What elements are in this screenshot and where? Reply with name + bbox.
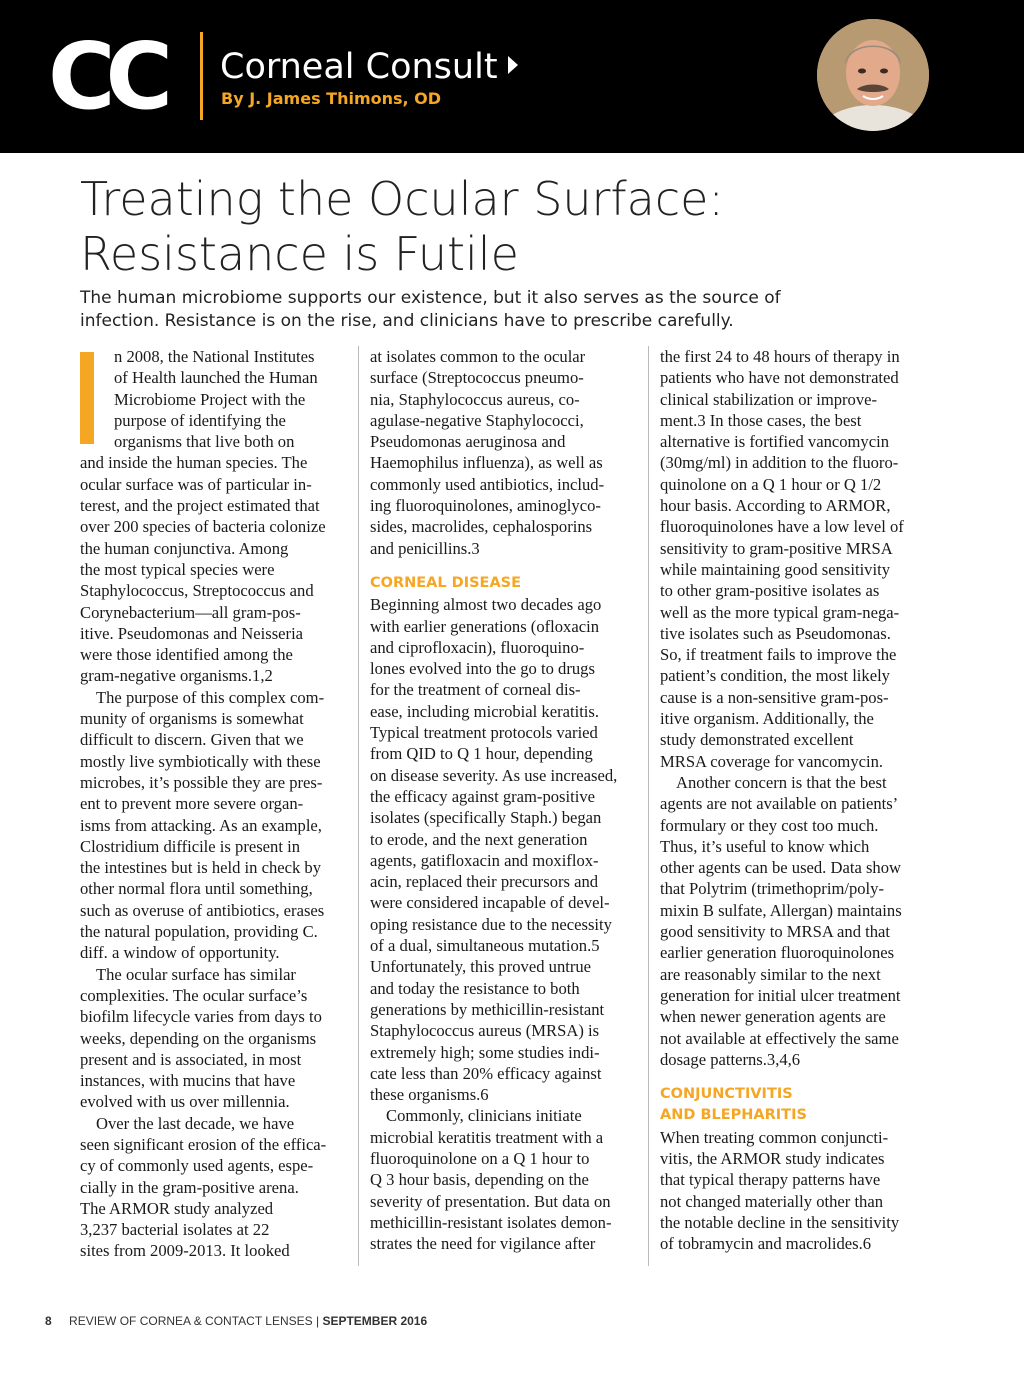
text-line: hour basis. According to ARMOR, bbox=[660, 496, 891, 516]
text-line: and today the resistance to both bbox=[370, 978, 580, 998]
deck-line: infection. Resistance is on the rise, and clinicians have to prescribe carefully. bbox=[80, 311, 734, 331]
text-line: surface (Streptococcus pneumo- bbox=[370, 368, 584, 388]
column-rule bbox=[648, 346, 649, 1266]
text-line: patient’s condition, the most likely bbox=[660, 666, 890, 686]
text-line: severity of presentation. But data on bbox=[370, 1191, 611, 1211]
text-line: vitis, the ARMOR study indicates bbox=[660, 1148, 885, 1168]
text-line: fluoroquinolones have a low level of bbox=[660, 517, 904, 537]
text-line: on disease severity. As use increased, bbox=[370, 765, 618, 785]
article-column-1 bbox=[80, 346, 348, 1262]
text-line: other normal flora until something, bbox=[80, 879, 313, 899]
text-line: of tobramycin and macrolides.6 bbox=[660, 1234, 872, 1254]
text-line: diff. a window of opportunity. bbox=[80, 943, 280, 963]
text-line: the efficacy against gram-positive bbox=[370, 786, 596, 806]
publication-name: REVIEW OF CORNEA & CONTACT LENSES | bbox=[69, 1314, 320, 1328]
text-line: well as the more typical gram-nega- bbox=[660, 602, 900, 622]
text-line: with earlier generations (ofloxacin bbox=[370, 616, 599, 636]
text-line: isolates (specifically Staph.) began bbox=[370, 808, 602, 828]
text-line: mixin B sulfate, Allergan) maintains bbox=[660, 900, 902, 920]
text-line: Staphylococcus, Streptococcus and bbox=[80, 581, 314, 601]
text-line: the natural population, providing C. bbox=[80, 922, 318, 942]
spacer bbox=[370, 559, 638, 573]
text-line: at isolates common to the ocular bbox=[370, 347, 586, 366]
text-line: cate less than 20% efficacy against bbox=[370, 1063, 602, 1083]
text-line: Microbiome Project with the bbox=[114, 389, 306, 409]
text-line: earlier generation fluoroquinolones bbox=[660, 943, 895, 963]
text-line: itive organism. Additionally, the bbox=[660, 709, 874, 729]
text-line: sides, macrolides, cephalosporins bbox=[370, 517, 593, 537]
column-rule bbox=[358, 346, 359, 1266]
text-line: acin, replaced their precursors and bbox=[370, 872, 599, 892]
text-line: other agents can be used. Data show bbox=[660, 858, 901, 878]
text-line: ment.3 In those cases, the best bbox=[660, 410, 862, 430]
text-line: ocular surface was of particular in- bbox=[80, 474, 312, 494]
text-line: The purpose of this complex com- bbox=[96, 687, 325, 707]
text-line: terest, and the project estimated that bbox=[80, 496, 320, 516]
text-line: itive. Pseudomonas and Neisseria bbox=[80, 623, 304, 643]
text-line: ent to prevent more severe organ- bbox=[80, 794, 304, 814]
text-line: over 200 species of bacteria colonize bbox=[80, 517, 326, 537]
text-line: evolved with us over millennia. bbox=[80, 1092, 290, 1112]
text-line: methicillin-resistant isolates demon- bbox=[370, 1212, 612, 1232]
play-arrow-icon bbox=[508, 56, 518, 74]
text-line: agulase-negative Staphylococci, bbox=[370, 410, 584, 430]
text-line: and ciprofloxacin), fluoroquino- bbox=[370, 637, 585, 657]
text-line: present and is associated, in most bbox=[80, 1049, 302, 1069]
text-line: study demonstrated excellent bbox=[660, 730, 854, 750]
spacer bbox=[660, 1070, 930, 1084]
text-line: complexities. The ocular surface’s bbox=[80, 985, 308, 1005]
text-line: to other gram-positive isolates as bbox=[660, 581, 880, 601]
text-line: mostly live symbiotically with these bbox=[80, 751, 321, 771]
deck-line: The human microbiome supports our existence, but it also serves as the source of bbox=[80, 288, 781, 308]
text-line: nia, Staphylococcus aureus, co- bbox=[370, 389, 580, 409]
text-line: Clostridium difficile is present in bbox=[80, 836, 300, 856]
text-line: (30mg/ml) in addition to the fluoro- bbox=[660, 453, 899, 473]
text-line: the most typical species were bbox=[80, 559, 275, 579]
text-line: formulary or they cost too much. bbox=[660, 815, 879, 835]
text-line: n 2008, the National Institutes bbox=[114, 347, 315, 366]
text-line: dosage patterns.3,4,6 bbox=[660, 1049, 801, 1069]
text-line: isms from attacking. As an example, bbox=[80, 815, 322, 835]
text-line: seen significant erosion of the effica- bbox=[80, 1134, 327, 1154]
text-line: Over the last decade, we have bbox=[96, 1113, 295, 1133]
title-line: Treating the Ocular Surface: bbox=[80, 172, 724, 226]
text-line: and penicillins.3 bbox=[370, 538, 480, 558]
article-title bbox=[80, 172, 724, 282]
text-line: were considered incapable of devel- bbox=[370, 893, 610, 913]
text-line: clinical stabilization or improve- bbox=[660, 389, 878, 409]
text-line: When treating common conjuncti- bbox=[660, 1127, 889, 1147]
author-portrait-icon bbox=[817, 19, 929, 131]
text-line: cially in the gram-positive arena. bbox=[80, 1177, 299, 1197]
text-line: quinolone on a Q 1 hour or Q 1/2 bbox=[660, 474, 882, 494]
text-line: agents are not available on patients’ bbox=[660, 794, 899, 814]
text-line: Beginning almost two decades ago bbox=[370, 595, 602, 615]
author-photo bbox=[817, 19, 929, 131]
text-line: sensitivity to gram-positive MRSA bbox=[660, 538, 893, 558]
text-line: to erode, and the next generation bbox=[370, 829, 588, 849]
text-line: Another concern is that the best bbox=[676, 772, 887, 792]
section-heading: AND BLEPHARITIS bbox=[660, 1107, 807, 1124]
page-number: 8 bbox=[45, 1314, 52, 1328]
article-column-2 bbox=[370, 346, 638, 1254]
text-line: microbes, it’s possible they are pres- bbox=[80, 772, 323, 792]
column-title bbox=[220, 44, 518, 90]
text-line: difficult to discern. Given that we bbox=[80, 730, 304, 750]
text-line: alternative is fortified vancomycin bbox=[660, 432, 889, 452]
text-line: were those identified among the bbox=[80, 645, 293, 665]
text-line: the intestines but is held in check by bbox=[80, 858, 322, 878]
text-line: Commonly, clinicians initiate bbox=[386, 1106, 582, 1126]
text-line: when newer generation agents are bbox=[660, 1007, 886, 1027]
text-line: generation for initial ulcer treatment bbox=[660, 985, 901, 1005]
text-line: these organisms.6 bbox=[370, 1085, 489, 1105]
text-line: instances, with mucins that have bbox=[80, 1071, 296, 1091]
text-line: Unfortunately, this proved untrue bbox=[370, 957, 592, 977]
text-line: that typical therapy patterns have bbox=[660, 1170, 881, 1190]
text-line: not changed materially other than bbox=[660, 1191, 884, 1211]
text-line: that Polytrim (trimethoprim/poly- bbox=[660, 879, 884, 899]
text-line: Q 3 hour basis, depending on the bbox=[370, 1170, 589, 1190]
text-line: strates the need for vigilance after bbox=[370, 1234, 596, 1254]
text-line: cy of commonly used agents, espe- bbox=[80, 1156, 314, 1176]
text-line: MRSA coverage for vancomycin. bbox=[660, 751, 884, 771]
text-line: from QID to Q 1 hour, depending bbox=[370, 744, 593, 764]
text-line: Pseudomonas aeruginosa and bbox=[370, 432, 566, 452]
text-line: ing fluoroquinolones, aminoglyco- bbox=[370, 496, 601, 516]
text-line: are reasonably similar to the next bbox=[660, 964, 881, 984]
text-line: Haemophilus influenza), as well as bbox=[370, 453, 603, 473]
text-line: of a dual, simultaneous mutation.5 bbox=[370, 936, 600, 956]
text-line: for the treatment of corneal dis- bbox=[370, 680, 581, 700]
text-line: fluoroquinolone on a Q 1 hour to bbox=[370, 1148, 590, 1168]
section-heading: CONJUNCTIVITIS bbox=[660, 1086, 793, 1103]
cc-logo: CC bbox=[48, 23, 164, 130]
article-deck bbox=[80, 287, 960, 333]
text-line: The ocular surface has similar bbox=[96, 964, 296, 984]
text-line: the first 24 to 48 hours of therapy in bbox=[660, 347, 900, 366]
text-line: sites from 2009-2013. It looked bbox=[80, 1241, 290, 1261]
text-line: 3,237 bacterial isolates at 22 bbox=[80, 1220, 270, 1240]
text-line: Staphylococcus aureus (MRSA) is bbox=[370, 1021, 600, 1041]
text-line: while maintaining good sensitivity bbox=[660, 559, 890, 579]
text-line: Thus, it’s useful to know which bbox=[660, 836, 870, 856]
author-byline: By J. James Thimons, OD bbox=[221, 89, 442, 108]
text-line: weeks, depending on the organisms bbox=[80, 1028, 317, 1048]
text-line: munity of organisms is somewhat bbox=[80, 709, 304, 729]
text-line: lones evolved into the go to drugs bbox=[370, 659, 595, 679]
text-line: cause is a non-sensitive gram-pos- bbox=[660, 687, 889, 707]
text-line: microbial keratitis treatment with a bbox=[370, 1127, 604, 1147]
section-heading: CORNEAL DISEASE bbox=[370, 574, 522, 591]
text-line: ease, including microbial keratitis. bbox=[370, 701, 600, 721]
text-line: tive isolates such as Pseudomonas. bbox=[660, 623, 891, 643]
text-line: such as overuse of antibiotics, erases bbox=[80, 900, 325, 920]
header-divider bbox=[200, 32, 203, 120]
text-line: Typical treatment protocols varied bbox=[370, 723, 598, 743]
text-line: agents, gatifloxacin and moxiflox- bbox=[370, 850, 599, 870]
text-line: The ARMOR study analyzed bbox=[80, 1198, 274, 1218]
text-line: extremely high; some studies indi- bbox=[370, 1042, 600, 1062]
text-line: So, if treatment fails to improve the bbox=[660, 645, 897, 665]
column-title-text: Corneal Consult bbox=[220, 47, 498, 87]
text-line: oping resistance due to the necessity bbox=[370, 914, 612, 934]
text-line: Corynebacterium—all gram-pos- bbox=[80, 602, 301, 622]
text-line: not available at effectively the same bbox=[660, 1028, 899, 1048]
page-footer bbox=[45, 1314, 427, 1328]
text-line: and inside the human species. The bbox=[80, 453, 308, 473]
text-line: patients who have not demonstrated bbox=[660, 368, 899, 388]
text-line: of Health launched the Human bbox=[114, 368, 318, 388]
text-line: gram-negative organisms.1,2 bbox=[80, 666, 273, 686]
text-line: generations by methicillin-resistant bbox=[370, 999, 605, 1019]
text-line: organisms that live both on bbox=[114, 432, 295, 452]
title-line: Resistance is Futile bbox=[80, 227, 519, 281]
text-line: commonly used antibiotics, includ- bbox=[370, 474, 605, 494]
text-line: purpose of identifying the bbox=[114, 410, 286, 430]
issue-date: SEPTEMBER 2016 bbox=[322, 1314, 428, 1328]
text-line: the notable decline in the sensitivity bbox=[660, 1212, 900, 1232]
text-line: good sensitivity to MRSA and that bbox=[660, 922, 891, 942]
column-header bbox=[0, 0, 1024, 153]
text-line: the human conjunctiva. Among bbox=[80, 538, 289, 558]
article-column-3 bbox=[660, 346, 930, 1254]
text-line: biofilm lifecycle varies from days to bbox=[80, 1007, 322, 1027]
